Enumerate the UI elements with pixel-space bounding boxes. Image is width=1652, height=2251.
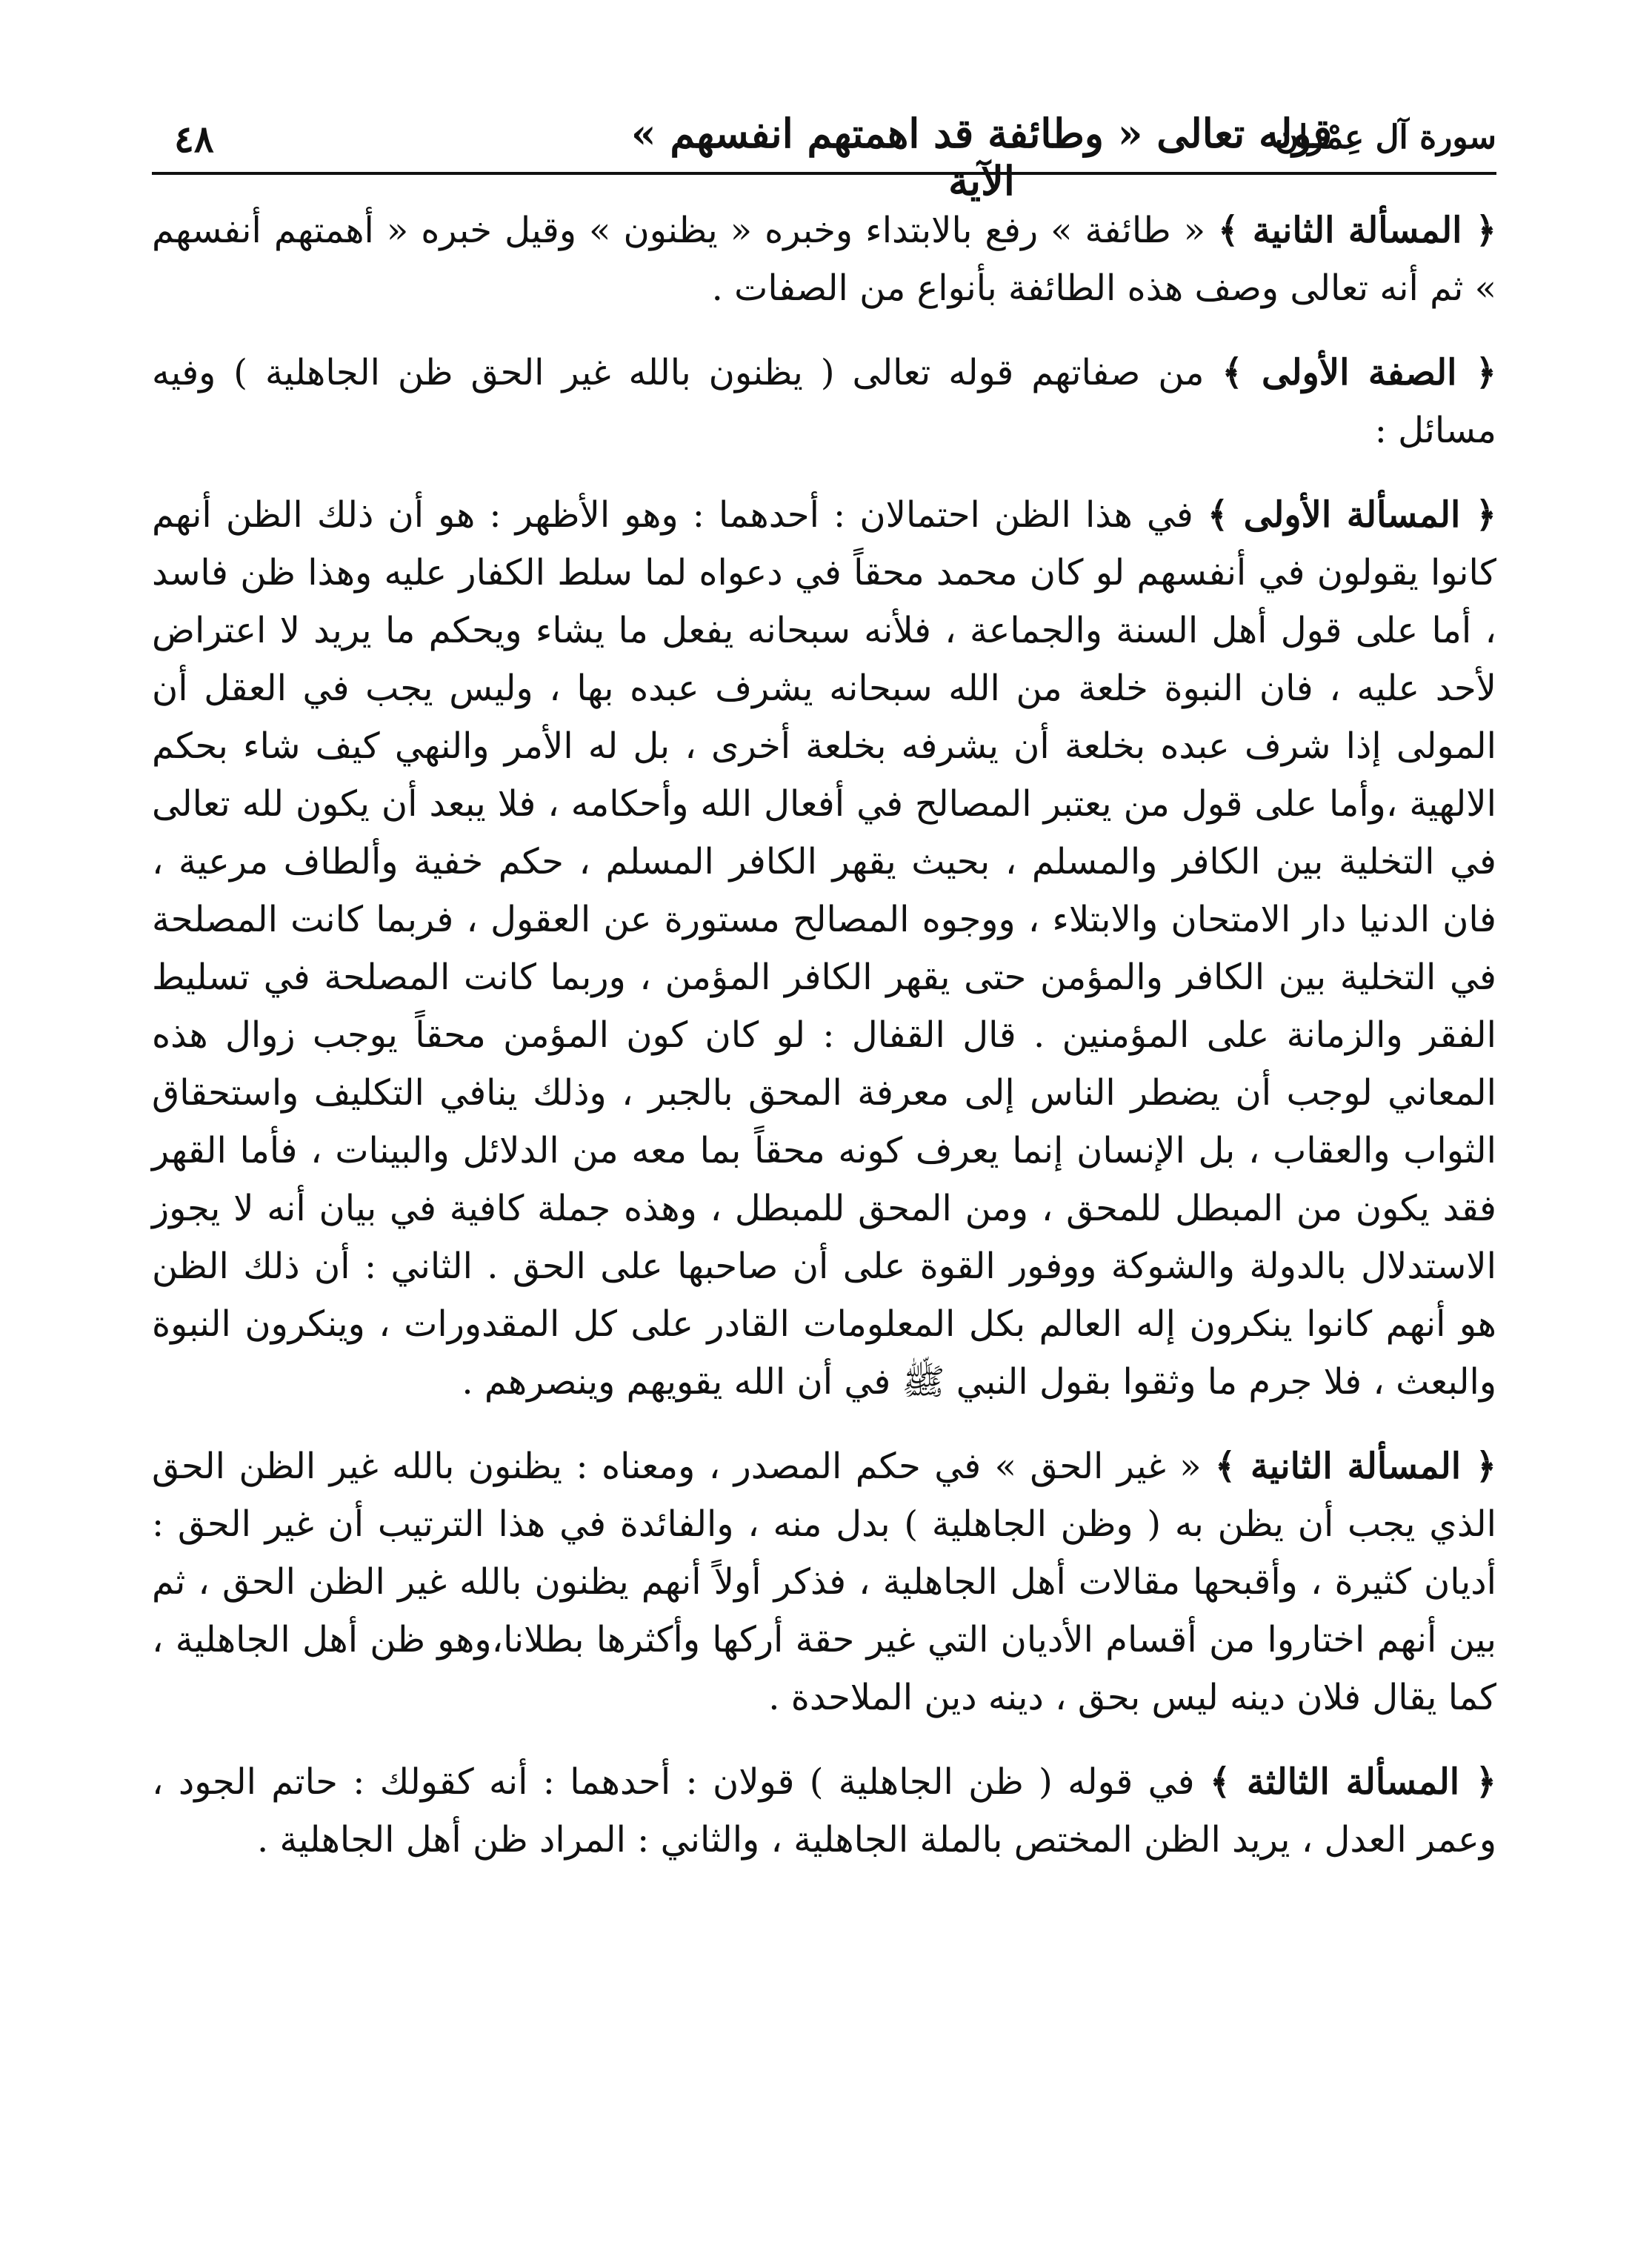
paragraph-5 [152,1753,1496,1869]
paragraph-text: في هذا الظن احتمالان : أحدهما : وهو الأظهر : هو أن ذلك الظن أنهم كانوا يقولون في أنفسهم لو كان محمد محقاً في دعواه لما سلط الكفار عليه وهذا ظن فاسد ، أما على قول أهل السنة والجماعة ، فلأنه سبحانه يفعل ما يشاء ويحكم ما يريد لا اعتراض لأحد عليه ، فان النبوة خلعة من الله سبحانه يشرف عبده بها ، وليس يجب في العقل أن المولى إذا شرف عبده بخلعة أن يشرفه بخلعة أخرى ، بل له الأمر والنهي كيف شاء بحكم الالهية ،وأما على قول من يعتبر المصالح في أفعال الله وأحكامه ، فلا يبعد أن يكون لله تعالى في التخلية بين الكافر والمسلم ، بحيث يقهر الكافر المسلم ، حكم خفية وألطاف مرعية ، فان الدنيا دار الامتحان والابتلاء ، ووجوه المصالح مستورة عن العقول ، فربما كانت المصلحة في التخلية بين الكافر والمؤمن حتى يقهر الكافر المؤمن ، وربما كانت المصلحة في تسليط الفقر والزمانة على المؤمنين . قال القفال : لو كان كون المؤمن محقاً يوجب زوال هذه المعاني لوجب أن يضطر الناس إلى معرفة المحق بالجبر ، وذلك ينافي التكليف واستحقاق الثواب والعقاب ، بل الإنسان إنما يعرف كونه محقاً بما معه من الدلائل والبينات ، فأما القهر فقد يكون من المبطل للمحق ، ومن المحق للمبطل ، وهذه جملة كافية في بيان أنه لا يجوز الاستدلال بالدولة والشوكة ووفور القوة على أن صاحبها على الحق . الثاني : أن ذلك الظن هو أنهم كانوا ينكرون إله العالم بكل المعلومات القادر على كل المقدورات ، وينكرون النبوة والبعث ، فلا جرم ما وثقوا بقول النبي ﷺ في أن الله يقويهم وينصرهم . [152,494,1497,1403]
paragraph-2 [152,344,1496,459]
section-heading: ﴿ الصفة الأولى ﴾ [1222,352,1496,393]
header-rule [152,172,1496,175]
surah-name: سورة آل عِمْران [1274,119,1496,156]
paragraph-text: في قوله ( ظن الجاهلية ) قولان : أحدهما : أنه كقولك : حاتم الجود ، وعمر العدل ، يريد الظن المختص بالملة الجاهلية ، والثاني : المراد ظن أهل الجاهلية . [152,1761,1496,1861]
paragraph-text: من صفاتهم قوله تعالى ( يظنون بالله غير الحق ظن الجاهلية ) وفيه مسائل : [152,352,1496,451]
section-heading: ﴿ المسألة الثانية ﴾ [1215,1446,1497,1487]
page-header [152,96,1496,205]
running-title: قوله تعالى « وطائفة قد اهمتهم انفسهم » الآية [630,110,1333,205]
section-heading: ﴿ المسألة الأولى ﴾ [1207,494,1496,536]
section-heading: ﴿ المسألة الثالثة ﴾ [1209,1761,1497,1803]
section-heading: ﴿ المسألة الثانية ﴾ [1218,210,1496,251]
paragraph-4 [152,1437,1496,1726]
page-number: ٤٨ [174,117,214,161]
paragraph-3 [152,486,1496,1411]
paragraph-1 [152,202,1496,317]
paragraph-text: « طائفة » رفع بالابتداء وخبره « يظنون » وقيل خبره « أهمتهم أنفسهم » ثم أنه تعالى وصف هذه الطائفة بأنواع من الصفات . [152,210,1496,309]
paragraph-text: « غير الحق » في حكم المصدر ، ومعناه : يظنون بالله غير الظن الحق الذي يجب أن يظن به ( وظن الجاهلية ) بدل منه ، والفائدة في هذا الترتيب أن غير الحق : أديان كثيرة ، وأقبحها مقالات أهل الجاهلية ، فذكر أولاً أنهم يظنون بالله غير الظن الحق ، ثم بين أنهم اختاروا من أقسام الأديان التي غير حقة أركها وأكثرها بطلانا،وهو ظن أهل الجاهلية ، كما يقال فلان دينه ليس بحق ، دينه دين الملاحدة . [152,1446,1496,1718]
body-text [152,202,1496,1895]
